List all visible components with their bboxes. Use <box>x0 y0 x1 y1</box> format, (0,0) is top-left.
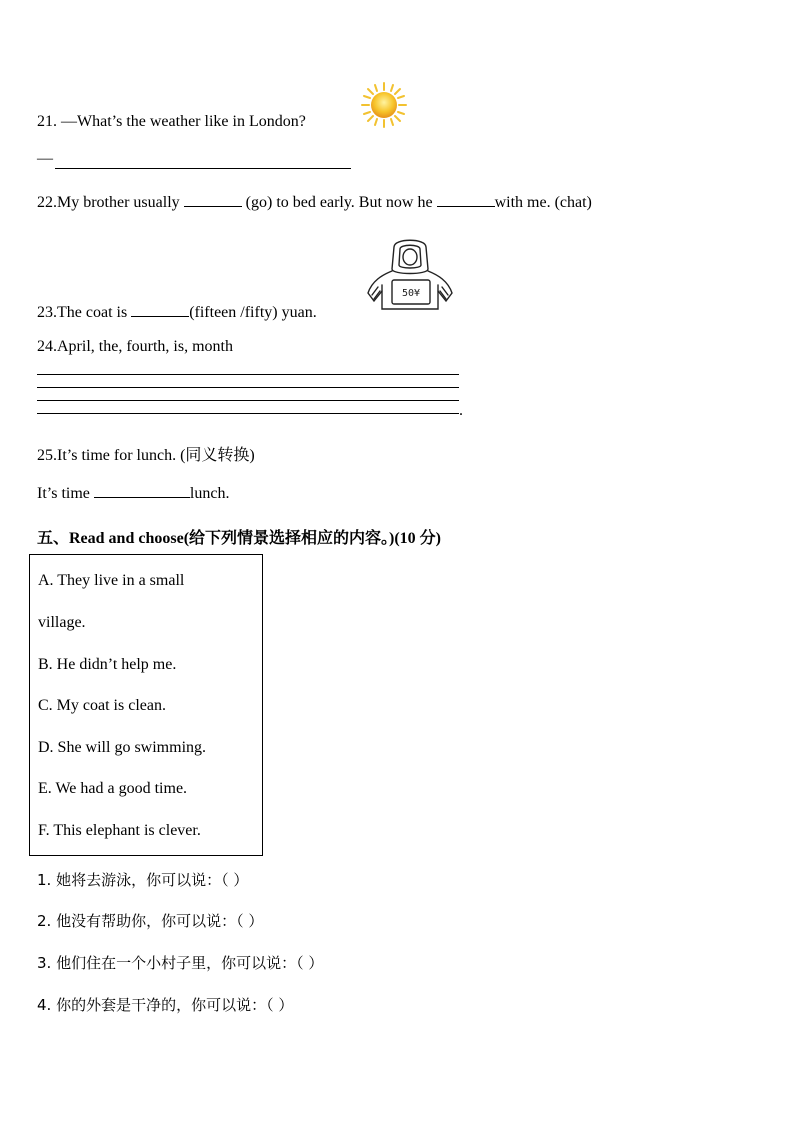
item-3: 3. 他们住在一个小村子里，你可以说：（ ） <box>37 954 324 972</box>
answer-paren-4[interactable]: （ ） <box>266 996 294 1014</box>
blank-22a[interactable] <box>184 192 242 207</box>
blank-23[interactable] <box>131 302 189 317</box>
question-25: 25.It’s time for lunch. (同义转换) <box>37 447 255 464</box>
question-21-text: 21. —What’s the weather like in London? <box>37 113 306 130</box>
answer-line-24a[interactable] <box>37 374 459 375</box>
answer-line-21[interactable] <box>55 168 351 169</box>
option-c: C. My coat is clean. <box>38 697 166 714</box>
option-f: F. This elephant is clever. <box>38 822 201 839</box>
section-5-heading: 五、Read and choose(给下列情景选择相应的内容。)(10 分) <box>37 530 442 547</box>
option-b: B. He didn’t help me. <box>38 656 177 673</box>
answer-line-24b[interactable] <box>37 387 459 388</box>
question-24: 24.April, the, fourth, is, month <box>37 338 233 355</box>
answer-line-24d[interactable] <box>37 413 459 414</box>
question-22: 22.My brother usually (go) to bed early. But now he with me. (chat) <box>37 194 592 211</box>
option-d: D. She will go swimming. <box>38 739 207 756</box>
question-21 <box>37 113 306 131</box>
question-25-answer: It’s time lunch. <box>37 485 230 502</box>
option-a-continued: village. <box>38 614 86 631</box>
options-box <box>29 554 263 856</box>
blank-25[interactable] <box>94 483 190 498</box>
question-21-answer: — <box>37 150 53 167</box>
question-23: 23.The coat is (fifteen /fifty) yuan. <box>37 304 317 321</box>
answer-24-period: . <box>459 402 463 419</box>
sun-icon <box>360 81 408 129</box>
price-tag-text: 50¥ <box>401 288 421 299</box>
item-4: 4. 你的外套是干净的，你可以说：（ ） <box>37 996 294 1014</box>
item-1: 1. 她将去游泳，你可以说：（ ） <box>37 871 249 889</box>
option-e: E. We had a good time. <box>38 780 188 797</box>
coat-price-illustration <box>364 235 456 315</box>
option-a: A. They live in a small <box>38 572 185 589</box>
blank-22b[interactable] <box>437 192 495 207</box>
answer-paren-3[interactable]: （ ） <box>296 954 324 972</box>
answer-paren-1[interactable]: （ ） <box>221 871 249 889</box>
item-2: 2. 他没有帮助你，你可以说：（ ） <box>37 912 264 930</box>
answer-paren-2[interactable]: （ ） <box>236 912 264 930</box>
answer-line-24c[interactable] <box>37 400 459 401</box>
